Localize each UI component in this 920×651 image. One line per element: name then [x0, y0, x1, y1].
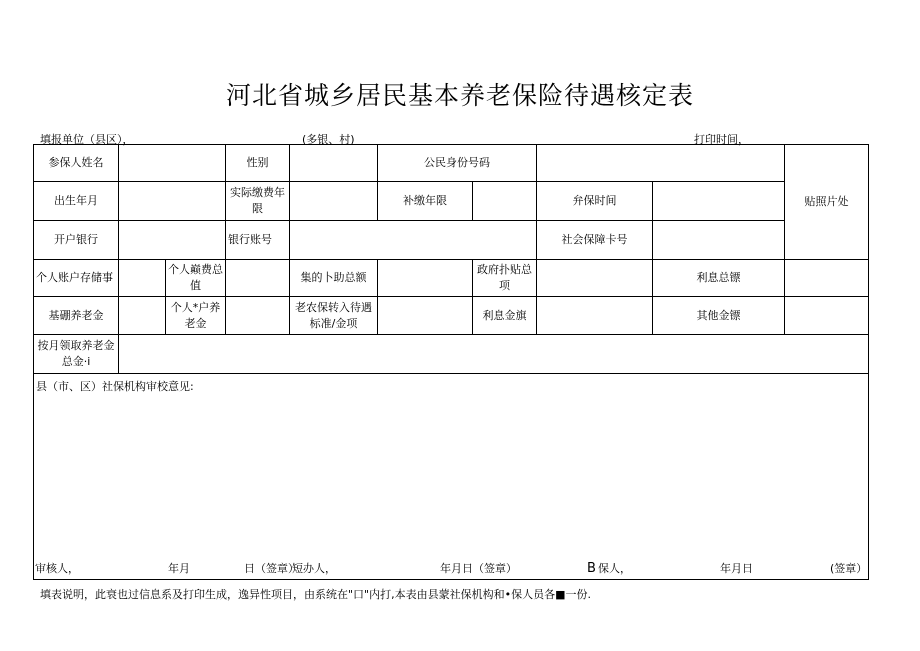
- ss-card-value[interactable]: [653, 221, 785, 260]
- unit-label: 填报单位（县区），: [40, 133, 134, 146]
- rural-transfer-value[interactable]: [378, 297, 473, 335]
- insure-time-value[interactable]: [653, 182, 785, 221]
- collective-subsidy-label: 集的卜助总额: [290, 260, 378, 297]
- gender-label: 性别: [226, 145, 290, 182]
- basic-pension-label: 基硼养老金: [34, 297, 119, 335]
- birth-value[interactable]: [119, 182, 226, 221]
- town-label: (多银、村): [302, 133, 355, 146]
- bank-value[interactable]: [119, 221, 226, 260]
- interest-total-value[interactable]: [785, 260, 869, 297]
- interest-amount-label: 利息金旗: [473, 297, 537, 335]
- b-mark: B: [587, 561, 596, 576]
- personal-total-label: 个人巅费总值: [166, 260, 226, 297]
- guarantor-seal: (签章）: [830, 562, 868, 575]
- back-pay-years-label: 补缴年限: [378, 182, 473, 221]
- gender-value[interactable]: [290, 145, 378, 182]
- form-title: 河北省城乡居民基本养老保险待遇核定表: [225, 81, 694, 110]
- other-amount-label: 其他金镖: [653, 297, 785, 335]
- ss-card-label: 社会保障卡号: [537, 221, 653, 260]
- other-amount-value[interactable]: [785, 297, 869, 335]
- id-value[interactable]: [537, 145, 785, 182]
- bank-label: 开户银行: [34, 221, 119, 260]
- photo-area: 贴照片处: [785, 145, 869, 260]
- year-month-label: 年月: [168, 562, 190, 575]
- monthly-total-value[interactable]: [119, 335, 869, 374]
- opinion-label: 县（市、区）社保机构审校意见:: [36, 380, 194, 393]
- benefit-table: [33, 144, 869, 580]
- handler-date-seal: 年月日（签章）: [440, 562, 517, 575]
- name-label: 参保人姓名: [34, 145, 119, 182]
- personal-total-value[interactable]: [226, 260, 290, 297]
- interest-amount-value[interactable]: [537, 297, 653, 335]
- birth-label: 出生年月: [34, 182, 119, 221]
- guarantor-date: 年月日: [720, 562, 753, 575]
- day-seal-label: 日（签章）: [244, 562, 299, 575]
- actual-years-label: 实际缴费年限: [226, 182, 290, 221]
- actual-years-value[interactable]: [290, 182, 378, 221]
- monthly-total-label: 按月领取养老金总金·i: [34, 335, 119, 374]
- interest-total-label: 利息总镖: [653, 260, 785, 297]
- guarantor-label: 保人，: [598, 562, 631, 575]
- name-value[interactable]: [119, 145, 226, 182]
- handler-label: 短办人，: [292, 562, 336, 575]
- footnote: 填表说明，此衰也过信息系及打印生成，逸异性项目，由系统在"口"内打,本表由县蒙社保机构和•保人员各■一份.: [40, 588, 591, 601]
- back-pay-years-value[interactable]: [473, 182, 537, 221]
- basic-pension-value[interactable]: [119, 297, 166, 335]
- gov-subsidy-label: 政府扑贴总项: [473, 260, 537, 297]
- id-label: 公民身份号码: [378, 145, 537, 182]
- opinion-section: [34, 374, 869, 580]
- personal-pension-label: 个人*户养老金: [166, 297, 226, 335]
- account-value[interactable]: [290, 221, 537, 260]
- personal-pension-value[interactable]: [226, 297, 290, 335]
- account-label: 银行账号: [226, 221, 290, 260]
- personal-balance-value[interactable]: [119, 260, 166, 297]
- personal-balance-label: 个人账户存储事: [34, 260, 119, 297]
- reviewer-label: 审核人，: [35, 562, 79, 575]
- collective-subsidy-value[interactable]: [378, 260, 473, 297]
- gov-subsidy-value[interactable]: [537, 260, 653, 297]
- insure-time-label: 弁保时间: [537, 182, 653, 221]
- print-time-label: 打印时间，: [694, 133, 749, 146]
- rural-transfer-label: 老农保转入待遇标准/金项: [290, 297, 378, 335]
